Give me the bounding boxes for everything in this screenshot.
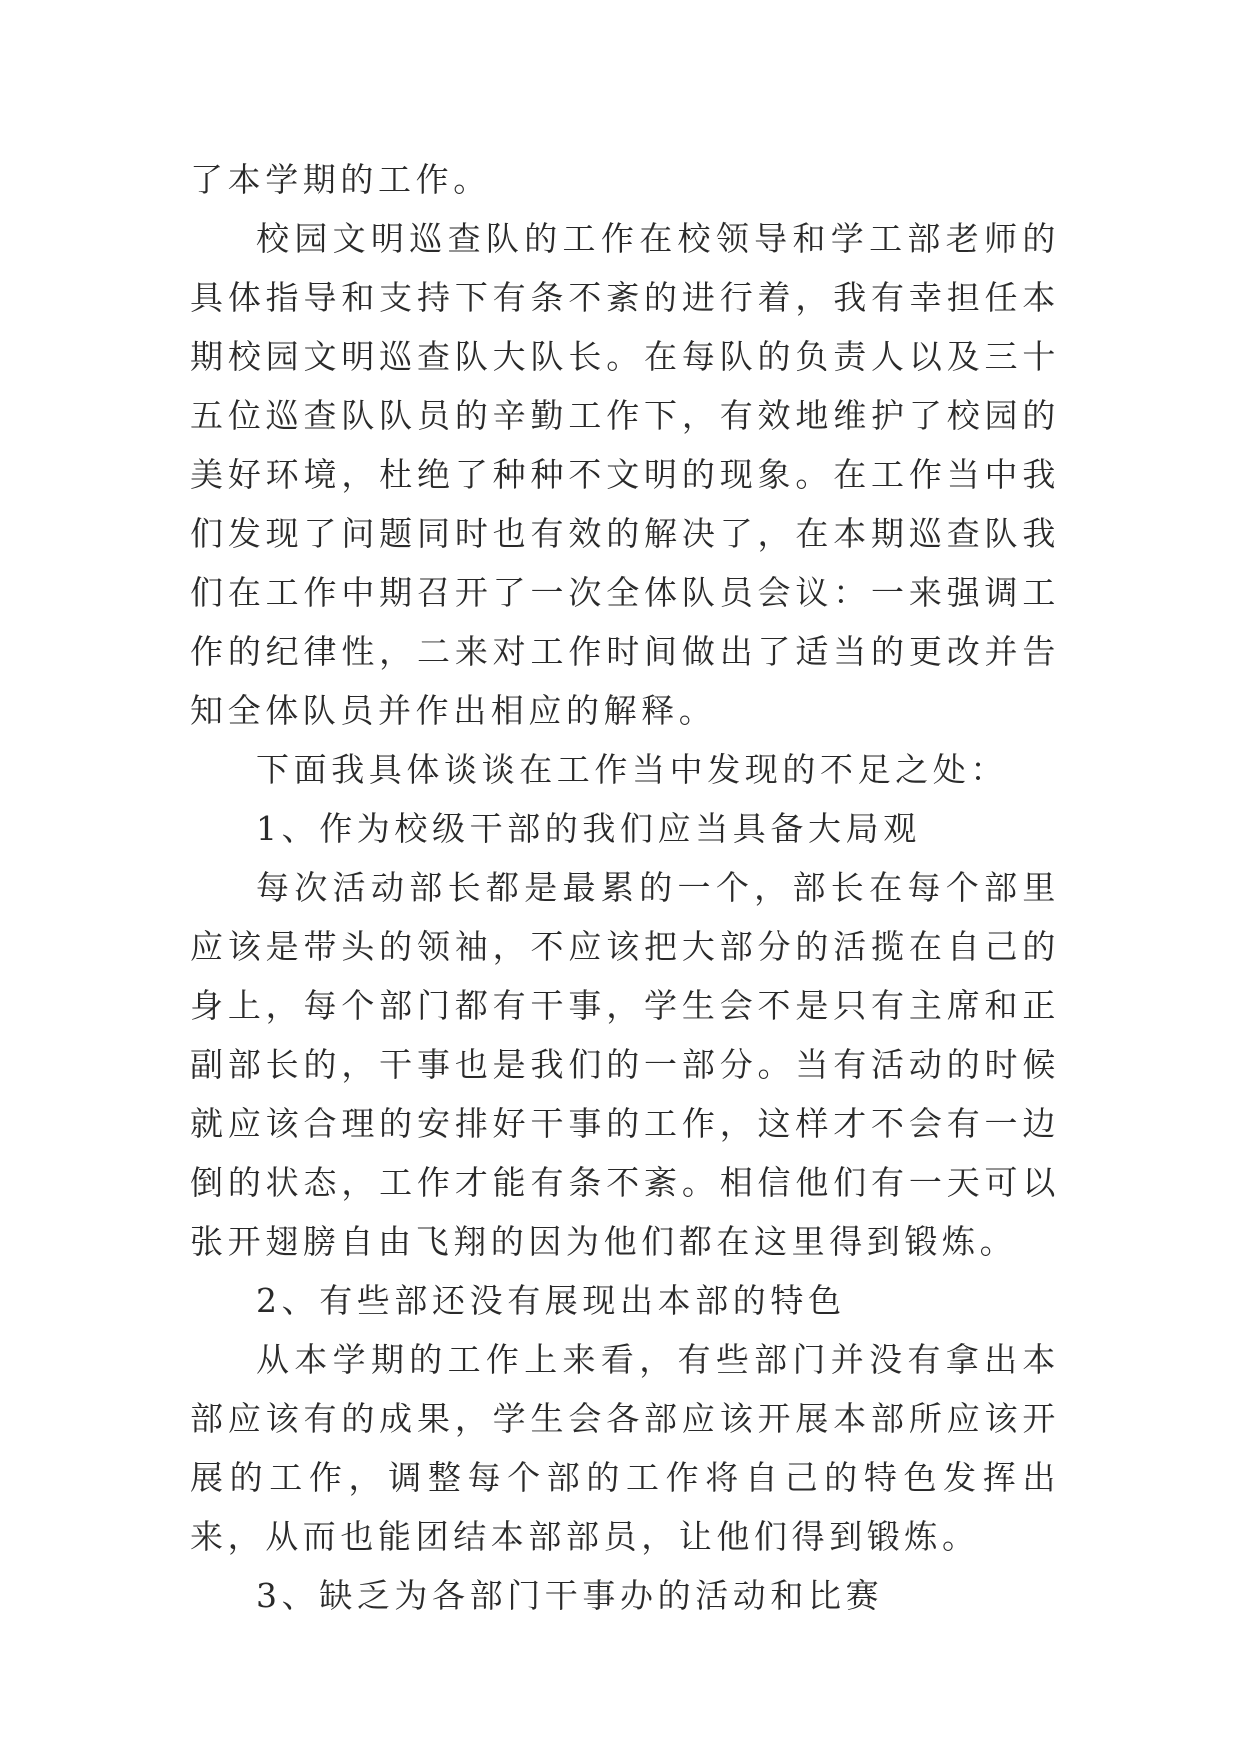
paragraph-point-2: 从本学期的工作上来看，有些部门并没有拿出本部应该有的成果，学生会各部应该开展本部所应该开展的工作，调整每个部的工作将自己的特色发挥出来，从而也能团结本部部员，让他们得到锻炼。 [190, 1340, 1060, 1556]
heading-point-1: 1、作为校级干部的我们应当具备大局观 [256, 809, 921, 848]
paragraph-patrol-team: 校园文明巡查队的工作在校领导和学工部老师的具体指导和支持下有条不紊的进行着，我有幸担任本期校园文明巡查队大队长。在每队的负责人以及三十五位巡查队队员的辛勤工作下，有效地维护了校园的美好环境，杜绝了种种不文明的现象。在工作当中我们发现了问题同时也有效的解决了，在本期巡查队我们在工作中期召开了一次全体队员会议：一来强调工作的纪律性，二来对工作时间做出了适当的更改并告知全体队员并作出相应的解释。 [190, 219, 1060, 730]
heading-point-2: 2、有些部还没有展现出本部的特色 [256, 1281, 846, 1320]
paragraph-point-1: 每次活动部长都是最累的一个，部长在每个部里应该是带头的领袖，不应该把大部分的活揽在自己的身上，每个部门都有干事，学生会不是只有主席和正副部长的，干事也是我们的一部分。当有活动的时候就应该合理的安排好干事的工作，这样才不会有一边倒的状态，工作才能有条不紊。相信他们有一天可以张开翅膀自由飞翔的因为他们都在这里得到锻炼。 [190, 868, 1060, 1261]
paragraph-shortcomings-intro: 下面我具体谈谈在工作当中发现的不足之处： [256, 750, 1008, 789]
document-body [190, 150, 1060, 1625]
heading-point-3: 3、缺乏为各部门干事办的活动和比赛 [256, 1576, 884, 1615]
paragraph-continuation: 了本学期的工作。 [190, 160, 491, 199]
